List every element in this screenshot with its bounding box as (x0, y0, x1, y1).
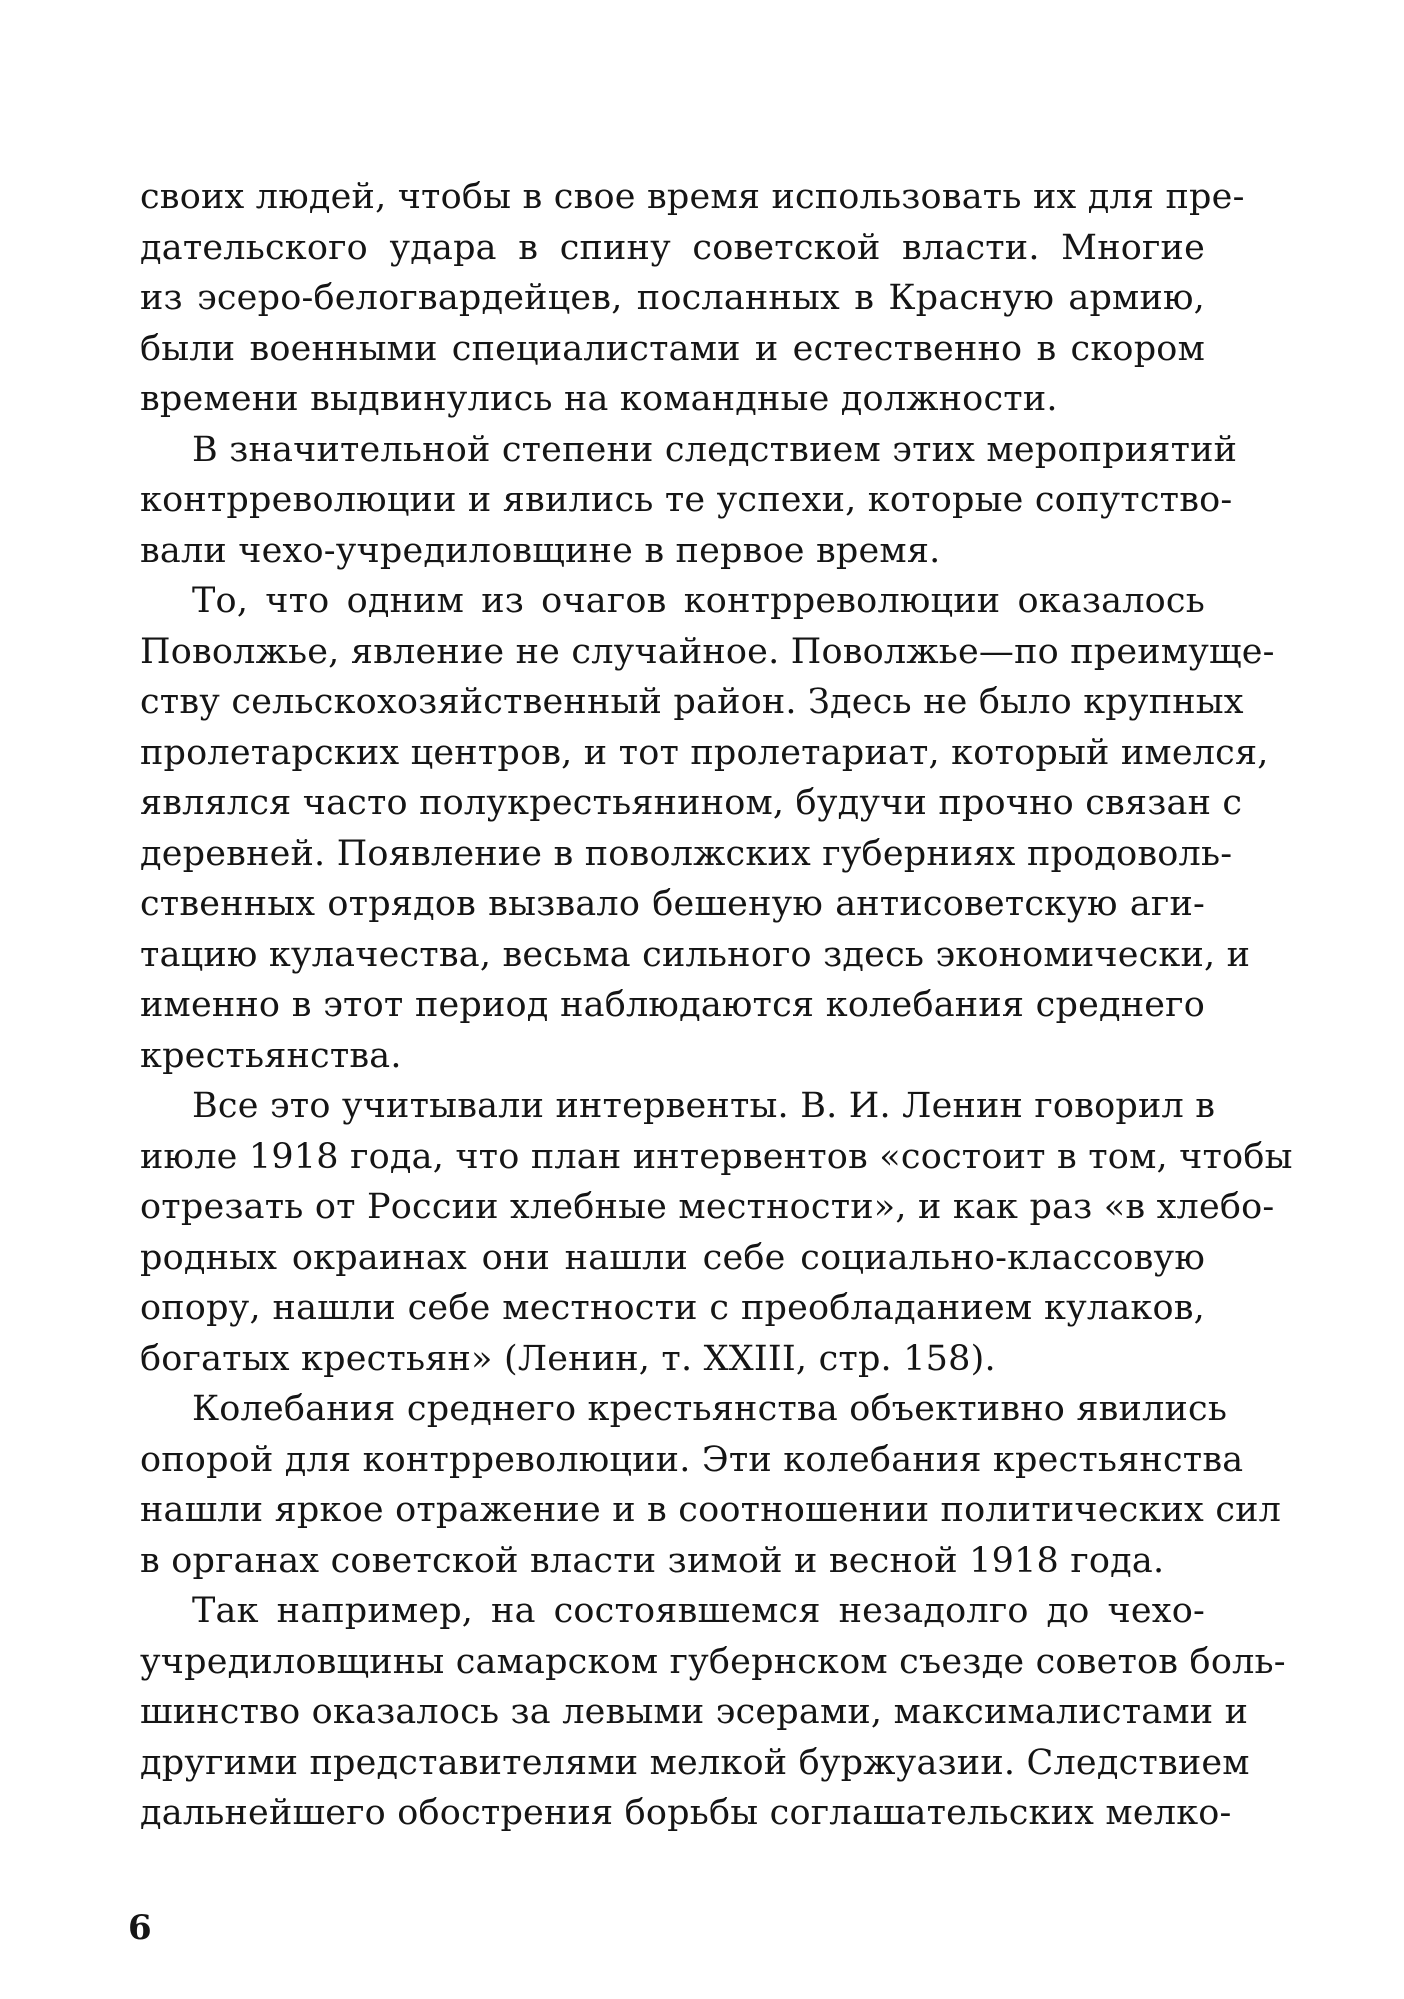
text-line: учредиловщины самарском губернском съезде советов боль- (140, 1641, 1286, 1682)
text-line: тацию кулачества, весьма сильного здесь экономически, и (140, 934, 1251, 975)
text-line: времени выдвинулись на командные должности. (140, 379, 1058, 419)
text-line: были военными специалистами и естественно в скором (140, 328, 1205, 369)
text-line: дательского удара в спину советской власти. Многие (140, 227, 1205, 268)
paragraph-5 (140, 1384, 1282, 1586)
text-line: являлся часто полукрестьянином, будучи прочно связан с (140, 783, 1243, 823)
text-line: дальнейшего обострения борьбы соглашательских мелко- (140, 1793, 1232, 1833)
text-line: Так например, на состоявшемся незадолго до чехо- (192, 1591, 1205, 1631)
text-line: шинство оказалось за левыми эсерами, максималистами и (140, 1692, 1249, 1732)
text-line: деревней. Появление в поволжских губерниях продоволь- (140, 833, 1233, 874)
page-number: 6 (128, 1908, 152, 1948)
text-line: июле 1918 года, что план интервентов «состоит в том, чтобы (140, 1136, 1293, 1177)
text-line: в органах советской власти зимой и весной 1918 года. (140, 1540, 1165, 1581)
text-line: контрреволюции и явились те успехи, которые сопутство- (140, 480, 1233, 520)
text-line: ству сельскохозяйственный район. Здесь не было крупных (140, 682, 1244, 722)
text-line: богатых крестьян» (Ленин, т. XXIII, стр. 158). (140, 1338, 996, 1379)
paragraph-4 (140, 1081, 1293, 1384)
paragraph-3 (140, 576, 1275, 1081)
text-line: своих людей, чтобы в свое время использовать их для пре- (140, 177, 1245, 217)
text-line: крестьянства. (140, 1035, 402, 1076)
text-line: пролетарских центров, и тот пролетариат, который имелся, (140, 732, 1269, 773)
text-line: родных окраинах они нашли себе социально-классовую (140, 1237, 1205, 1278)
text-line: вали чехо-учредиловщине в первое время. (140, 530, 941, 571)
text-line: именно в этот период наблюдаются колебания среднего (140, 985, 1205, 1025)
text-line: отрезать от России хлебные местности», и как раз «в хлебо- (140, 1187, 1275, 1227)
text-line: То, что одним из очагов контрреволюции оказалось (192, 581, 1205, 621)
text-line: В значительной степени следствием этих мероприятий (192, 429, 1238, 470)
text-line: Колебания среднего крестьянства объективно явились (192, 1389, 1228, 1429)
paragraph-6 (140, 1586, 1286, 1839)
text-line: опорой для контрреволюции. Эти колебания крестьянства (140, 1439, 1244, 1480)
text-line: опору, нашли себе местности с преобладанием кулаков, (140, 1288, 1205, 1328)
body-text (140, 172, 1293, 1839)
paragraph-2 (140, 425, 1238, 577)
text-line: Все это учитывали интервенты. В. И. Ленин говорил в (192, 1086, 1216, 1126)
text-line: ственных отрядов вызвало бешеную антисоветскую аги- (140, 884, 1205, 924)
text-line: из эсеро-белогвардейцев, посланных в Красную армию, (140, 278, 1205, 318)
paragraph-1 (140, 172, 1245, 425)
text-line: нашли яркое отражение и в соотношении политических сил (140, 1490, 1282, 1530)
text-line: Поволжье, явление не случайное. Поволжье—по преимуще- (140, 631, 1275, 672)
text-line: другими представителями мелкой буржуазии. Следствием (140, 1742, 1250, 1783)
